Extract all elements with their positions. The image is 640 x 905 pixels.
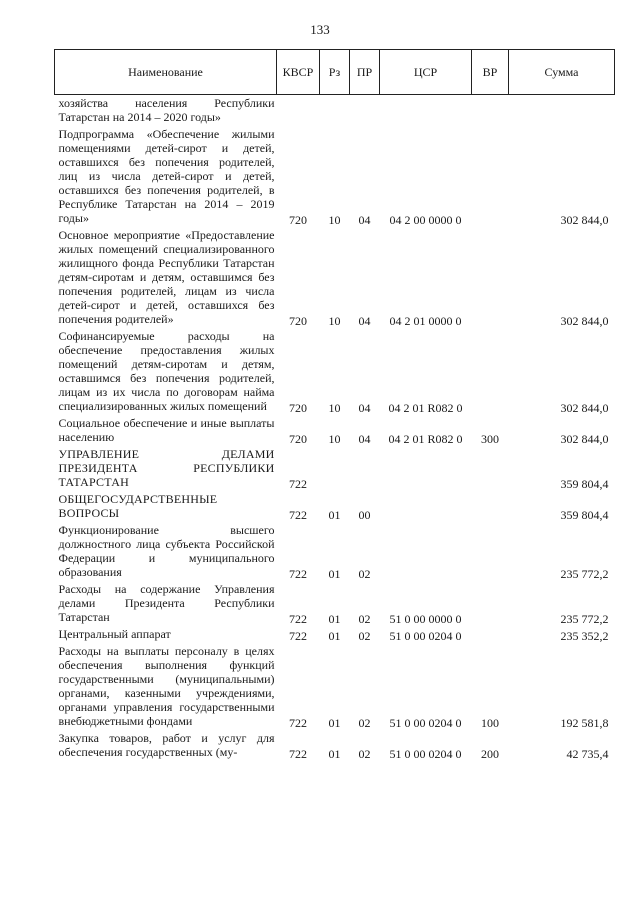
cell-rz: 01 bbox=[328, 716, 341, 730]
cell-rz: 10 bbox=[328, 314, 341, 328]
cell-name: хозяйства населения Республики Татарстан на 2014 – 2020 годы» bbox=[58, 96, 275, 124]
cell-pr: 04 bbox=[358, 432, 371, 446]
cell-name: Функционирование высшего должностного лица субъекта Российской Федерации и муниципального образования bbox=[58, 523, 275, 579]
cell-ksvr: 722 bbox=[289, 567, 307, 581]
cell-rz: 01 bbox=[328, 508, 341, 522]
cell-csr: 51 0 00 0204 0 bbox=[389, 747, 462, 761]
cell-rz: 10 bbox=[328, 432, 341, 446]
cell-ksvr: 722 bbox=[289, 612, 307, 626]
cell-vr bbox=[472, 126, 509, 227]
cell-rz: 10 bbox=[328, 213, 341, 227]
cell-name: Софинансируемые расходы на обеспечение предоставления жилых помещений детям-сиротам и детям, оставшимся без попечения родителей, лицам из их числа по договорам найма специализированных жилых помещений bbox=[58, 329, 275, 413]
cell-ksvr: 722 bbox=[289, 716, 307, 730]
cell-ksvr: 722 bbox=[289, 477, 307, 491]
cell-ksvr: 722 bbox=[289, 747, 307, 761]
cell-pr: 04 bbox=[358, 314, 371, 328]
cell-ksvr: 720 bbox=[289, 401, 307, 415]
cell-pr: 02 bbox=[358, 567, 371, 581]
header-pr: ПР bbox=[350, 50, 380, 95]
cell-pr bbox=[350, 446, 380, 491]
cell-rz: 01 bbox=[328, 629, 341, 643]
cell-sum: 359 804,4 bbox=[560, 508, 609, 522]
cell-csr bbox=[380, 446, 472, 491]
cell-pr: 02 bbox=[358, 629, 371, 643]
cell-csr bbox=[380, 491, 472, 522]
page-number: 133 bbox=[310, 22, 330, 37]
cell-sum: 359 804,4 bbox=[560, 477, 609, 491]
cell-vr bbox=[472, 626, 509, 643]
cell-name: Расходы на выплаты персоналу в целях обеспечения выполнения функций государственными (муниципальными) органами, казенными учреждениями, органами управления государственными внебюджетными фондами bbox=[58, 644, 275, 728]
table-row bbox=[55, 643, 615, 730]
cell-rz: 01 bbox=[328, 567, 341, 581]
cell-sum: 302 844,0 bbox=[560, 314, 609, 328]
cell-csr: 04 2 01 0000 0 bbox=[389, 314, 462, 328]
cell-rz bbox=[320, 95, 350, 127]
cell-sum: 302 844,0 bbox=[560, 432, 609, 446]
header-ksvr: КВСР bbox=[277, 50, 320, 95]
cell-vr bbox=[472, 522, 509, 581]
cell-name: УПРАВЛЕНИЕ ДЕЛАМИ ПРЕЗИДЕНТА РЕСПУБЛИКИ ТАТАРСТАН bbox=[58, 447, 275, 489]
table-body bbox=[55, 95, 615, 762]
cell-pr: 04 bbox=[358, 213, 371, 227]
budget-table bbox=[54, 49, 615, 761]
cell-sum: 192 581,8 bbox=[560, 716, 609, 730]
cell-sum: 235 352,2 bbox=[560, 629, 609, 643]
cell-ksvr bbox=[277, 95, 320, 127]
header-csr: ЦСР bbox=[380, 50, 472, 95]
cell-rz bbox=[320, 446, 350, 491]
cell-vr bbox=[472, 328, 509, 415]
cell-pr bbox=[350, 95, 380, 127]
header-name: Наименование bbox=[55, 50, 277, 95]
table-row bbox=[55, 95, 615, 127]
cell-csr bbox=[380, 522, 472, 581]
cell-name: Подпрограмма «Обеспечение жилыми помещениями детей-сирот и детей, оставшихся без попечения родителей, лиц из числа детей-сирот и детей, оставшихся без попечения родителей, в Республике Татарстан на 2014 – 2019 годы» bbox=[58, 127, 275, 225]
cell-vr: 300 bbox=[481, 432, 499, 446]
cell-name: Центральный аппарат bbox=[58, 627, 171, 641]
table-row bbox=[55, 126, 615, 227]
cell-csr bbox=[380, 95, 472, 127]
cell-ksvr: 722 bbox=[289, 508, 307, 522]
cell-name: Социальное обеспечение и иные выплаты населению bbox=[58, 416, 275, 444]
cell-sum: 235 772,2 bbox=[560, 612, 609, 626]
cell-name: Закупка товаров, работ и услуг для обеспечения государственных (му- bbox=[58, 731, 275, 759]
cell-name: ОБЩЕГОСУДАРСТВЕННЫЕ ВОПРОСЫ bbox=[58, 492, 218, 520]
cell-pr: 02 bbox=[358, 612, 371, 626]
cell-pr: 02 bbox=[358, 747, 371, 761]
table-row bbox=[55, 227, 615, 328]
cell-vr bbox=[472, 227, 509, 328]
cell-csr: 04 2 01 R082 0 bbox=[388, 401, 463, 415]
cell-rz: 01 bbox=[328, 747, 341, 761]
cell-name: Расходы на содержание Управления делами Президента Республики Татарстан bbox=[58, 582, 275, 624]
cell-vr bbox=[472, 95, 509, 127]
cell-ksvr: 722 bbox=[289, 629, 307, 643]
cell-rz: 10 bbox=[328, 401, 341, 415]
cell-vr bbox=[472, 581, 509, 626]
cell-vr: 200 bbox=[481, 747, 499, 761]
table-row bbox=[55, 328, 615, 415]
cell-csr: 51 0 00 0000 0 bbox=[389, 612, 462, 626]
cell-rz: 01 bbox=[328, 612, 341, 626]
cell-sum: 235 772,2 bbox=[560, 567, 609, 581]
cell-name: Основное мероприятие «Предоставление жилых помещений специализированного жилищного фонда Республики Татарстан детям-сиротам и детям, оставшимся без попечения родителей, лицам из числа детей-сирот и детей, оставшихся без попечения родителей» bbox=[58, 228, 275, 326]
cell-pr: 00 bbox=[358, 508, 371, 522]
cell-csr: 04 2 00 0000 0 bbox=[389, 213, 462, 227]
header-sum: Сумма bbox=[509, 50, 615, 95]
cell-pr: 04 bbox=[358, 401, 371, 415]
cell-vr bbox=[472, 491, 509, 522]
cell-sum bbox=[509, 95, 615, 127]
table-header bbox=[55, 50, 615, 95]
cell-sum: 302 844,0 bbox=[560, 213, 609, 227]
table-row bbox=[55, 626, 615, 643]
header-vr: ВР bbox=[472, 50, 509, 95]
table-row bbox=[55, 491, 615, 522]
table-row bbox=[55, 730, 615, 761]
table-row bbox=[55, 522, 615, 581]
cell-csr: 51 0 00 0204 0 bbox=[389, 716, 462, 730]
cell-ksvr: 720 bbox=[289, 432, 307, 446]
table-row bbox=[55, 415, 615, 446]
table-row bbox=[55, 446, 615, 491]
cell-csr: 04 2 01 R082 0 bbox=[388, 432, 463, 446]
cell-csr: 51 0 00 0204 0 bbox=[389, 629, 462, 643]
cell-pr: 02 bbox=[358, 716, 371, 730]
table-row bbox=[55, 581, 615, 626]
cell-sum: 302 844,0 bbox=[560, 401, 609, 415]
cell-vr: 100 bbox=[481, 716, 499, 730]
cell-sum: 42 735,4 bbox=[566, 747, 609, 761]
cell-ksvr: 720 bbox=[289, 314, 307, 328]
cell-vr bbox=[472, 446, 509, 491]
cell-ksvr: 720 bbox=[289, 213, 307, 227]
header-rz: Рз bbox=[320, 50, 350, 95]
